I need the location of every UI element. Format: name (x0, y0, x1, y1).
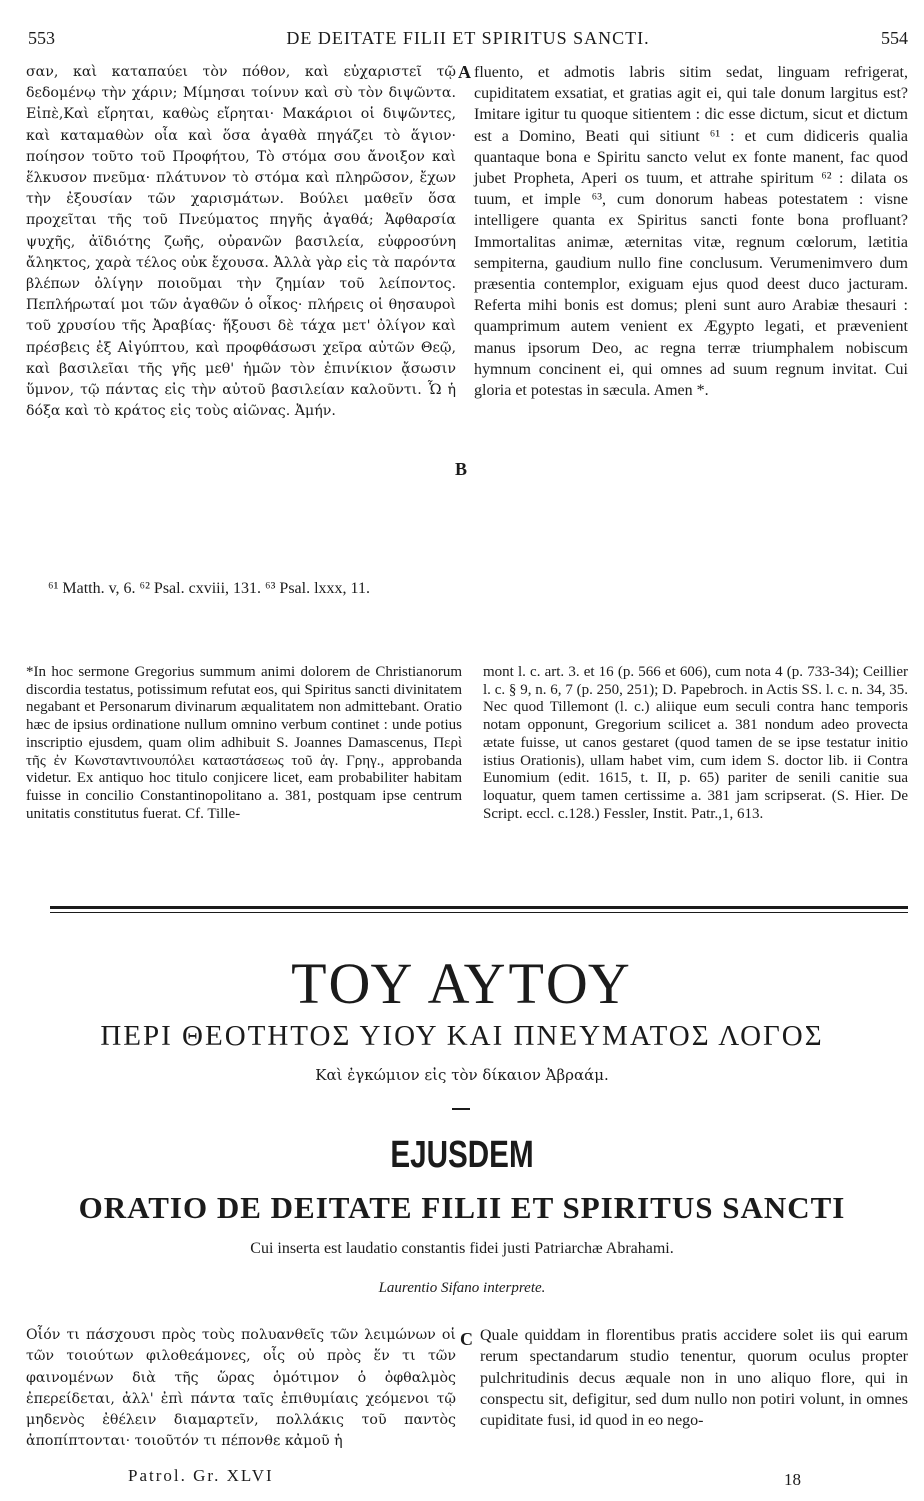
scripture-references: ⁶¹ Matth. v, 6. ⁶² Psal. cxviii, 131. ⁶³ Psal. lxxx, 11. (48, 580, 370, 597)
latin-sub-title: ORATIO DE DEITATE FILII ET SPIRITUS SANCTI (78, 1190, 846, 1225)
greek-column-top (26, 62, 456, 422)
greek-main-title: ΤΟΥ ΑΥΤΟΥ (291, 951, 633, 1016)
footer-signature: 18 (784, 1470, 801, 1489)
latin-subtitle: Cui inserta est laudatio constantis fidei justi Patriarchæ Abrahami. (250, 1240, 674, 1257)
title-separator (452, 1108, 470, 1110)
greek-sub-title: ΠΕΡΙ ΘΕΟΤΗΤΟΣ ΥΙΟΥ ΚΑΙ ΠΝΕΥΜΑΤΟΣ ΛΟΓΟΣ (100, 1020, 824, 1052)
latin-column-bottom: Quale quiddam in florentibus pratis accidere solet iis qui earum rerum spectandarum studio tenentur, quorum oculus propter pulchritudinis decus æquale non in uno aliquo flore, qui in conspectu sit, defigitur, sed dum nullo non potiri volunt, in omnes cupiditate fusi, id quod in eo nego- (480, 1327, 908, 1430)
section-rule-thin (50, 912, 908, 913)
column-marker-a: A (458, 62, 471, 82)
greek-column-bottom: Οἷόν τι πάσχουσι πρὸς τοὺς πολυανθεῖς τῶν λειμώνων οἱ τῶν τοιούτων φιλοθεάμονες, οἷς οὐ πρὸς ἕν τι τῶν φαινομένων διὰ τῆς ὥρας ὁμότιμον ὁ ὀφθαλμὸς ἐπερείδεται, ἀλλ' ἐπὶ πάντα ταῖς ἐπιθυμίαις χεόμενοι τῷ μηδενὸς ἐθέλειν διαμαρτεῖν, πολλάκις τοῦ παντὸς ἀποπίπτονται· τοιοῦτόν τι πέπονθε κἀμοῦ ἡ (26, 1327, 456, 1450)
footnote-left: *In hoc sermone Gregorius summum animi dolorem de Christianorum discordia testatus, potissimum refutat eos, qui Spiritus sancti divinitatem negabant et Personarum divinarum æqualitatem non admittebant. Oratio hæc de ipsius ordinatione nullum omnino verbum continet : unde potius inscriptio ejusdem, quam olim adhibuit S. Joannes Damascenus, Περὶ τῆς ἐν Κωνσταντινουπόλει καταστάσεως τοῦ ἁγ. Γρηγ., approbanda videtur. Ex antiquo hoc titulo conjicere licet, eam probabiliter habitam fuisse in concilio Constantinopolitano a. 381, postquam ipse centrum unitatis constitutus fuerat. Cf. Tille- (26, 664, 462, 822)
page-number-right: 554 (881, 28, 908, 48)
greek-paragraph-top: σαν, καὶ καταπαύει τὸν πόθον, καὶ εὐχαριστεῖ τῷ δεδομένῳ τὴν χάριν; Μίμησαι τοίνυν καὶ σὺ τὸν διψῶντα. Εἰπὲ,Καὶ εἴρηται, καθὼς εἴρηται· Μακάριοι οἱ διψῶντες, καὶ καταμαθὼν οἷα καὶ ὅσα ἀγαθὰ πηγάζει τὸ ἅγιον· ποίησον τοῦτο τοῦ Προφήτου, Τὸ στόμα σου ἄνοιξον καὶ ἕλκυσον πνεῦμα· πλάτυνον τὸ στόμα καὶ πληρῶσον, ἔχων τὴν ἐξουσίαν τῶν χαρισμάτων. Βούλει μαθεῖν ὅσα προχεῖται τῆς τοῦ Πνεύματος πηγῆς ἀγαθά; Ἀφθαρσία ψυχῆς, ἀϊδιότης ζωῆς, οὐρανῶν βασιλεία, εὐφροσύνη ἄληκτος, χαρὰ τέλος οὐκ ἔχουσα. Ἀλλὰ γὰρ εἰς τὰ παρόντα βλέπων ὀλίγην ποιοῦμαι τὴν ζημίαν τοῦ λείποντος. Πεπλήρωταί μοι τῶν ἀγαθῶν ὁ οἶκος· πλήρεις οἱ θησαυροὶ τοῦ χρυσίου τῆς Ἀραβίας· ἥξουσι δὲ τάχα μετ' ὀλίγον καὶ πρέσβεις ἐξ Αἰγύπτου, καὶ προφθάσωσι χεῖρα αὐτῶν Θεῷ, καὶ βασιλεῖαι τῆς γῆς μεθ' ἡμῶν τὸν ἐπινίκιον ᾄσωσιν ὕμνον, τῷ πάντας εἰς τὴν αὐτοῦ βασιλείαν καλοῦντι. Ὧ ἡ δόξα καὶ τὸ κράτος εἰς τοὺς αἰῶνας. Ἀμήν. (26, 64, 456, 420)
column-marker-b: B (455, 459, 468, 479)
column-marker-c: C (460, 1329, 473, 1349)
page-number-left: 553 (28, 28, 55, 48)
section-rule-thick (50, 906, 908, 909)
footnote-right: mont l. c. art. 3. et 16 (p. 566 et 606), cum nota 4 (p. 733-34); Ceillier l. c. § 9, n. 6, 7 (p. 250, 251); D. Papebroch. in Actis SS. l. c. n. 34, 35. Nec quod Tillemont (l. c.) aliique eum seculi contra hanc temporis notam opponunt, Gregorium scilicet a. 381 nondum adeo provecta ætate fuisse, ut canos gestaret (quod tamen de se ipse testatur initio istius Orationis), ullam habet vim, cum idem S. doctor lib. ii Contra Eunomium (edit. 1615, t. II, p. 65) pariter de senili canitie sua loquatur, quem tamen certissime a. 381 jam scripserat. (S. Hier. De Script. eccl. c.128.) Fessler, Instit. Patr.,1, 613. (483, 664, 908, 822)
page-header (28, 28, 908, 54)
running-title: DE DEITATE FILII ET SPIRITUS SANCTI. (286, 28, 650, 48)
interpreter-line: Laurentio Sifano interprete. (378, 1280, 546, 1296)
latin-paragraph-top: fluento, et admotis labris sitim sedat, linguam refrigerat, cupiditatem exsatiat, et gratias agit ei, qui tale donum largitus est? Imitare igitur tu quoque sitientem : dic esse dictum, sicut et dictum est a Domino, Beati qui sitiunt ⁶¹ : et cum didiceris qualia quantaque bona e Spiritu sancto velut ex fonte manent, fac quod jubet Propheta, Aperi os tuum, et attrahe spiritum ⁶² : dilata os tuum, et imple ⁶³, cum donorum habeas potestatem : visne intelligere quanta ex Spiritus sancti fonte bona profluant? Immortalitas animæ, æternitas vitæ, regnum cœlorum, lætitia sempiterna, gaudium nullo fine conclusum. Verumenimvero dum præsentia contemplor, exiguam ejus quod deest duco jacturam. Referta mihi bonis est domus; pleni sunt auro Arabiæ thesauri : quamprimum autem venient ex Ægypto legati, et prævenient manus ipsorum Deo, ac regna terræ triumphalem nobiscum hymnum concinent ei, qui omnes ad suum regnum invitat. Cui gloria et potestas in sæcula. Amen *. (474, 64, 908, 400)
greek-subtitle: Καὶ ἐγκώμιον εἰς τὸν δίκαιον Ἀβραάμ. (315, 1066, 609, 1084)
latin-column-top (474, 62, 908, 401)
footer-volume: Patrol. Gr. XLVI (128, 1466, 274, 1485)
latin-main-title: EJUSDEM (390, 1134, 534, 1176)
